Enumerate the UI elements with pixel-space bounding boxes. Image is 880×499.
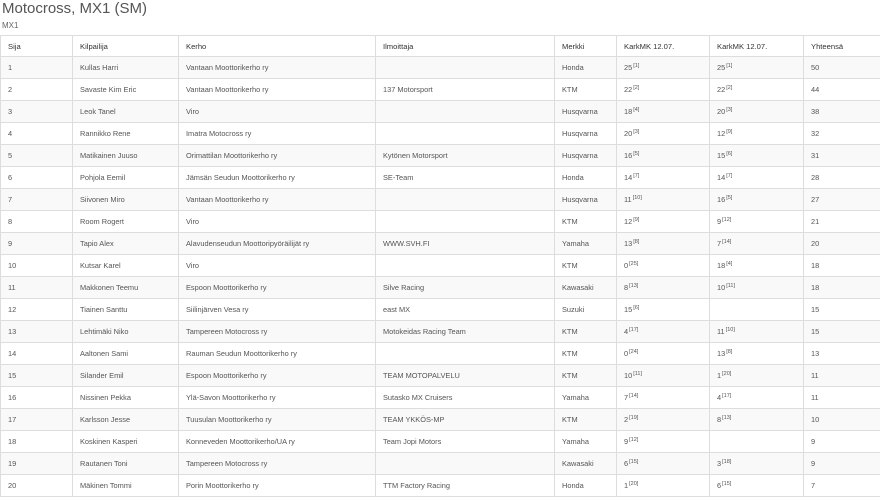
header-total[interactable]: Yhteensä	[804, 36, 880, 57]
make-cell: KTM	[555, 255, 617, 277]
header-club[interactable]: Kerho	[179, 36, 376, 57]
race-placement: [19]	[629, 414, 639, 421]
total-cell: 10	[804, 409, 880, 431]
race-points: 8	[717, 415, 722, 424]
total-cell: 27	[804, 189, 880, 211]
make-cell: Yamaha	[555, 387, 617, 409]
rider-cell: Makkonen Teemu	[73, 277, 179, 299]
club-cell: Vantaan Moottorikerho ry	[179, 189, 376, 211]
race-1-cell	[617, 343, 710, 365]
rider-cell: Kullas Harri	[73, 57, 179, 79]
position-cell: 14	[1, 343, 73, 365]
rider-cell: Tiainen Santtu	[73, 299, 179, 321]
entrant-cell: Motokeidas Racing Team	[376, 321, 555, 343]
race-points: 10	[624, 371, 633, 380]
make-cell: Kawasaki	[555, 453, 617, 475]
race-placement: [7]	[726, 172, 733, 179]
make-cell: KTM	[555, 343, 617, 365]
race-points: 4	[624, 327, 629, 336]
club-cell: Ylä-Savon Moottorikerho ry	[179, 387, 376, 409]
race-placement: [11]	[726, 282, 735, 289]
race-points: 12	[624, 217, 633, 226]
race-2-cell	[710, 453, 804, 475]
table-row	[1, 343, 880, 365]
race-placement: [4]	[726, 260, 733, 267]
race-1-cell	[617, 321, 710, 343]
race-points: 1	[624, 481, 629, 490]
table-row	[1, 453, 880, 475]
race-1-cell	[617, 233, 710, 255]
club-cell: Vantaan Moottorikerho ry	[179, 57, 376, 79]
total-cell: 9	[804, 431, 880, 453]
make-cell: KTM	[555, 79, 617, 101]
race-1-cell	[617, 57, 710, 79]
race-points: 16	[624, 151, 633, 160]
club-cell: Porin Moottorikerho ry	[179, 475, 376, 497]
race-points: 11	[624, 195, 632, 204]
race-points: 10	[717, 283, 726, 292]
club-cell: Konneveden Moottorikerho/UA ry	[179, 431, 376, 453]
make-cell: Honda	[555, 475, 617, 497]
race-placement: [6]	[726, 150, 733, 157]
rider-cell: Tapio Alex	[73, 233, 179, 255]
make-cell: Kawasaki	[555, 277, 617, 299]
race-2-cell	[710, 211, 804, 233]
rider-cell: Nissinen Pekka	[73, 387, 179, 409]
race-2-cell	[710, 123, 804, 145]
total-cell: 21	[804, 211, 880, 233]
race-placement: [10]	[725, 326, 735, 333]
table-row	[1, 101, 880, 123]
race-1-cell	[617, 255, 710, 277]
race-2-cell	[710, 57, 804, 79]
race-2-cell	[710, 299, 804, 321]
race-1-cell	[617, 211, 710, 233]
race-placement: [18]	[722, 458, 732, 465]
header-race-1[interactable]: KarkMK 12.07.	[617, 36, 710, 57]
club-cell: Rauman Seudun Moottorikerho ry	[179, 343, 376, 365]
race-1-cell	[617, 475, 710, 497]
table-row	[1, 123, 880, 145]
header-race-2[interactable]: KarkMK 12.07.	[710, 36, 804, 57]
position-cell: 5	[1, 145, 73, 167]
table-row	[1, 321, 880, 343]
race-points: 0	[624, 261, 629, 270]
rider-cell: Siivonen Miro	[73, 189, 179, 211]
table-row	[1, 365, 880, 387]
race-1-cell	[617, 299, 710, 321]
rider-cell: Kutsar Karel	[73, 255, 179, 277]
table-row	[1, 211, 880, 233]
race-placement: [7]	[633, 172, 640, 179]
header-make[interactable]: Merkki	[555, 36, 617, 57]
position-cell: 6	[1, 167, 73, 189]
entrant-cell	[376, 101, 555, 123]
club-cell: Alavudenseudun Moottoripyöräilijät ry	[179, 233, 376, 255]
race-1-cell	[617, 145, 710, 167]
rider-cell: Pohjola Eemil	[73, 167, 179, 189]
rider-cell: Matikainen Juuso	[73, 145, 179, 167]
club-cell: Siilinjärven Vesa ry	[179, 299, 376, 321]
entrant-cell: Sutasko MX Cruisers	[376, 387, 555, 409]
race-2-cell	[710, 233, 804, 255]
position-cell: 7	[1, 189, 73, 211]
race-placement: [5]	[726, 194, 733, 201]
race-2-cell	[710, 409, 804, 431]
club-cell: Vantaan Moottorikerho ry	[179, 79, 376, 101]
position-cell: 4	[1, 123, 73, 145]
race-placement: [24]	[629, 348, 639, 355]
rider-cell: Rautanen Toni	[73, 453, 179, 475]
entrant-cell: SE-Team	[376, 167, 555, 189]
race-placement: [10]	[632, 194, 642, 201]
race-points: 20	[624, 129, 633, 138]
entrant-cell: east MX	[376, 299, 555, 321]
position-cell: 8	[1, 211, 73, 233]
position-cell: 20	[1, 475, 73, 497]
race-placement: [25]	[629, 260, 639, 267]
entrant-cell	[376, 57, 555, 79]
position-cell: 17	[1, 409, 73, 431]
table-row	[1, 475, 880, 497]
entrant-cell: WWW.SVH.FI	[376, 233, 555, 255]
entrant-cell: TEAM MOTOPALVELU	[376, 365, 555, 387]
entrant-cell: Silve Racing	[376, 277, 555, 299]
race-placement: [12]	[722, 216, 732, 223]
header-position[interactable]: Sija	[1, 36, 73, 57]
race-1-cell	[617, 189, 710, 211]
total-cell: 50	[804, 57, 880, 79]
total-cell: 44	[804, 79, 880, 101]
race-placement: [17]	[722, 392, 732, 399]
race-1-cell	[617, 79, 710, 101]
make-cell: Yamaha	[555, 431, 617, 453]
table-row	[1, 431, 880, 453]
entrant-cell	[376, 255, 555, 277]
entrant-cell: TTM Factory Racing	[376, 475, 555, 497]
race-points: 18	[624, 107, 633, 116]
header-entrant[interactable]: Ilmoittaja	[376, 36, 555, 57]
race-points: 13	[624, 239, 633, 248]
race-placement: [14]	[722, 238, 732, 245]
race-2-cell	[710, 101, 804, 123]
total-cell: 18	[804, 255, 880, 277]
race-1-cell	[617, 431, 710, 453]
race-points: 15	[717, 151, 726, 160]
entrant-cell	[376, 189, 555, 211]
race-points: 11	[717, 327, 725, 336]
club-cell: Viro	[179, 211, 376, 233]
race-points: 9	[624, 437, 629, 446]
total-cell: 11	[804, 365, 880, 387]
table-row	[1, 189, 880, 211]
rider-cell: Lehtimäki Niko	[73, 321, 179, 343]
race-placement: [6]	[633, 304, 640, 311]
table-row	[1, 167, 880, 189]
race-points: 16	[717, 195, 726, 204]
race-placement: [11]	[633, 370, 642, 377]
race-points: 13	[717, 349, 726, 358]
table-row	[1, 409, 880, 431]
make-cell: Husqvarna	[555, 189, 617, 211]
rider-cell: Room Rogert	[73, 211, 179, 233]
race-placement: [9]	[726, 128, 733, 135]
entrant-cell	[376, 211, 555, 233]
position-cell: 3	[1, 101, 73, 123]
total-cell: 18	[804, 277, 880, 299]
race-2-cell	[710, 321, 804, 343]
results-table	[0, 35, 880, 497]
race-points: 22	[717, 85, 726, 94]
club-cell: Viro	[179, 255, 376, 277]
race-points: 6	[717, 481, 722, 490]
class-subtitle: MX1	[2, 21, 19, 30]
race-2-cell	[710, 277, 804, 299]
race-points: 14	[624, 173, 633, 182]
race-placement: [8]	[726, 348, 733, 355]
race-1-cell	[617, 123, 710, 145]
club-cell: Viro	[179, 101, 376, 123]
make-cell: KTM	[555, 409, 617, 431]
table-row	[1, 145, 880, 167]
race-2-cell	[710, 255, 804, 277]
race-placement: [3]	[726, 106, 733, 113]
race-placement: [2]	[633, 84, 640, 91]
race-2-cell	[710, 431, 804, 453]
race-placement: [9]	[633, 216, 640, 223]
race-placement: [15]	[722, 480, 732, 487]
entrant-cell	[376, 343, 555, 365]
position-cell: 13	[1, 321, 73, 343]
total-cell: 32	[804, 123, 880, 145]
race-1-cell	[617, 167, 710, 189]
position-cell: 16	[1, 387, 73, 409]
race-placement: [20]	[722, 370, 732, 377]
race-points: 18	[717, 261, 726, 270]
total-cell: 11	[804, 387, 880, 409]
rider-cell: Savaste Kim Eric	[73, 79, 179, 101]
race-2-cell	[710, 167, 804, 189]
race-points: 2	[624, 415, 629, 424]
race-points: 25	[624, 63, 633, 72]
make-cell: Honda	[555, 167, 617, 189]
table-row	[1, 79, 880, 101]
total-cell: 7	[804, 475, 880, 497]
make-cell: KTM	[555, 365, 617, 387]
race-placement: [20]	[629, 480, 639, 487]
entrant-cell	[376, 123, 555, 145]
total-cell: 20	[804, 233, 880, 255]
table-row	[1, 57, 880, 79]
race-placement: [15]	[629, 458, 639, 465]
race-placement: [13]	[629, 282, 639, 289]
rider-cell: Leok Tanel	[73, 101, 179, 123]
rider-cell: Aaltonen Sami	[73, 343, 179, 365]
race-placement: [1]	[726, 62, 733, 69]
race-placement: [12]	[629, 436, 639, 443]
race-points: 15	[624, 305, 633, 314]
entrant-cell: 137 Motorsport	[376, 79, 555, 101]
rider-cell: Rannikko Rene	[73, 123, 179, 145]
position-cell: 2	[1, 79, 73, 101]
race-placement: [4]	[633, 106, 640, 113]
table-row	[1, 387, 880, 409]
club-cell: Jämsän Seudun Moottorikerho ry	[179, 167, 376, 189]
race-1-cell	[617, 101, 710, 123]
total-cell: 31	[804, 145, 880, 167]
race-points: 7	[624, 393, 629, 402]
table-row	[1, 233, 880, 255]
position-cell: 1	[1, 57, 73, 79]
race-2-cell	[710, 475, 804, 497]
make-cell: Husqvarna	[555, 123, 617, 145]
race-2-cell	[710, 79, 804, 101]
club-cell: Espoon Moottorikerho ry	[179, 365, 376, 387]
table-row	[1, 255, 880, 277]
position-cell: 12	[1, 299, 73, 321]
position-cell: 15	[1, 365, 73, 387]
race-points: 12	[717, 129, 726, 138]
race-points: 22	[624, 85, 633, 94]
total-cell: 9	[804, 453, 880, 475]
total-cell: 38	[804, 101, 880, 123]
entrant-cell: Team Jopi Motors	[376, 431, 555, 453]
position-cell: 18	[1, 431, 73, 453]
make-cell: KTM	[555, 321, 617, 343]
total-cell: 13	[804, 343, 880, 365]
race-1-cell	[617, 365, 710, 387]
race-points: 4	[717, 393, 722, 402]
club-cell: Tampereen Motocross ry	[179, 453, 376, 475]
position-cell: 11	[1, 277, 73, 299]
race-points: 7	[717, 239, 722, 248]
race-placement: [13]	[722, 414, 732, 421]
entrant-cell	[376, 453, 555, 475]
race-points: 6	[624, 459, 629, 468]
race-2-cell	[710, 145, 804, 167]
race-points: 14	[717, 173, 726, 182]
race-2-cell	[710, 343, 804, 365]
race-placement: [5]	[633, 150, 640, 157]
rider-cell: Karlsson Jesse	[73, 409, 179, 431]
make-cell: Honda	[555, 57, 617, 79]
race-2-cell	[710, 189, 804, 211]
make-cell: Suzuki	[555, 299, 617, 321]
race-placement: [2]	[726, 84, 733, 91]
race-points: 8	[624, 283, 629, 292]
make-cell: Husqvarna	[555, 145, 617, 167]
total-cell: 28	[804, 167, 880, 189]
rider-cell: Mäkinen Tommi	[73, 475, 179, 497]
page-title: Motocross, MX1 (SM)	[2, 0, 148, 17]
race-1-cell	[617, 409, 710, 431]
club-cell: Espoon Moottorikerho ry	[179, 277, 376, 299]
race-points: 20	[717, 107, 726, 116]
race-placement: [14]	[629, 392, 639, 399]
club-cell: Imatra Motocross ry	[179, 123, 376, 145]
position-cell: 10	[1, 255, 73, 277]
club-cell: Tampereen Motocross ry	[179, 321, 376, 343]
race-points: 3	[717, 459, 722, 468]
table-header-row	[1, 36, 880, 57]
race-placement: [3]	[633, 128, 640, 135]
race-points: 9	[717, 217, 722, 226]
entrant-cell: Kytönen Motorsport	[376, 145, 555, 167]
make-cell: Husqvarna	[555, 101, 617, 123]
table-row	[1, 277, 880, 299]
race-1-cell	[617, 277, 710, 299]
position-cell: 19	[1, 453, 73, 475]
header-rider[interactable]: Kilpailija	[73, 36, 179, 57]
race-1-cell	[617, 387, 710, 409]
results-body	[1, 57, 880, 497]
rider-cell: Silander Emil	[73, 365, 179, 387]
race-2-cell	[710, 365, 804, 387]
make-cell: KTM	[555, 211, 617, 233]
club-cell: Orimattilan Moottorikerho ry	[179, 145, 376, 167]
race-2-cell	[710, 387, 804, 409]
rider-cell: Koskinen Kasperi	[73, 431, 179, 453]
race-placement: [1]	[633, 62, 640, 69]
race-1-cell	[617, 453, 710, 475]
club-cell: Tuusulan Moottorikerho ry	[179, 409, 376, 431]
race-placement: [8]	[633, 238, 640, 245]
table-row	[1, 299, 880, 321]
total-cell: 15	[804, 299, 880, 321]
total-cell: 15	[804, 321, 880, 343]
entrant-cell: TEAM YKKÖS-MP	[376, 409, 555, 431]
race-points: 1	[717, 371, 722, 380]
make-cell: Yamaha	[555, 233, 617, 255]
race-points: 25	[717, 63, 726, 72]
race-placement: [17]	[629, 326, 639, 333]
position-cell: 9	[1, 233, 73, 255]
race-points: 0	[624, 349, 629, 358]
